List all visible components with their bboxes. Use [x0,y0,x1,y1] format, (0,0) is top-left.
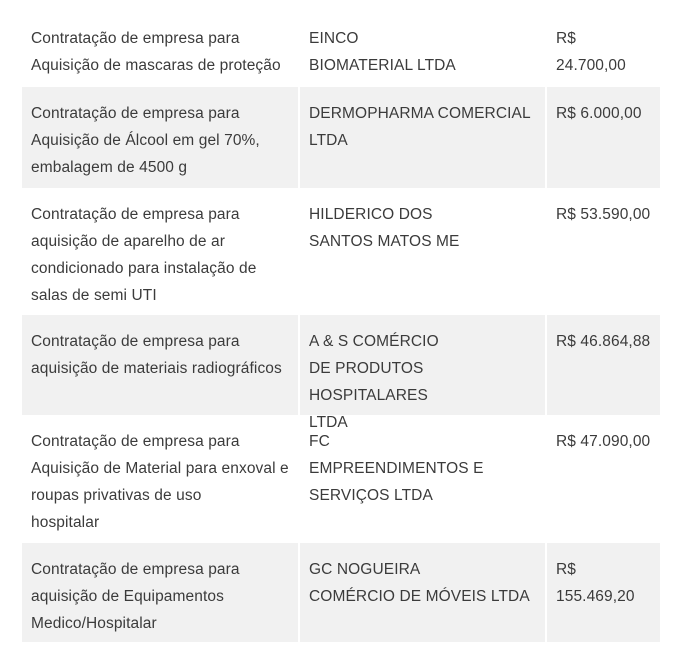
value-cell: R$ 6.000,00 [545,87,660,188]
table-row [22,543,660,642]
value-cell: R$ 53.590,00 [545,188,660,315]
value-cell: R$ 155.469,20 [545,543,660,642]
company-cell: EINCO BIOMATERIAL LTDA [298,12,545,87]
object-cell: Contratação de empresa para Aquisição de Material para enxoval e roupas privativas de uso hospitalar [31,433,289,531]
object-cell: Contratação de empresa para aquisição de materiais radiográficos [22,315,298,415]
object-cell: Contratação de empresa para aquisição de aparelho de ar condicionado para instalação de salas de semi UTI [31,206,257,304]
table-row [22,415,660,543]
contracts-table [22,12,660,642]
value-cell: R$ 46.864,88 [545,315,660,415]
object-cell: Contratação de empresa para aquisição de Equipamentos Medico/Hospitalar [22,543,298,642]
company-cell: DERMOPHARMA COMERCIAL LTDA [298,87,545,188]
company-cell: A & S COMÉRCIO DE PRODUTOS HOSPITALARES LTDA [298,315,545,415]
company-cell: GC NOGUEIRA COMÉRCIO DE MÓVEIS LTDA [298,543,545,642]
company-cell: FC EMPREENDIMENTOS E SERVIÇOS LTDA [298,415,545,543]
table-row [22,188,660,315]
table-row [22,315,660,431]
table-row [22,12,660,87]
value-cell: R$ 24.700,00 [545,12,660,87]
value-cell: R$ 47.090,00 [545,415,660,543]
company-cell: HILDERICO DOS SANTOS MATOS ME [298,188,545,315]
object-cell: Contratação de empresa para Aquisição de mascaras de proteção [31,30,281,74]
table-row [22,87,660,188]
object-cell: Contratação de empresa para Aquisição de Álcool em gel 70%, embalagem de 4500 g [22,87,298,188]
